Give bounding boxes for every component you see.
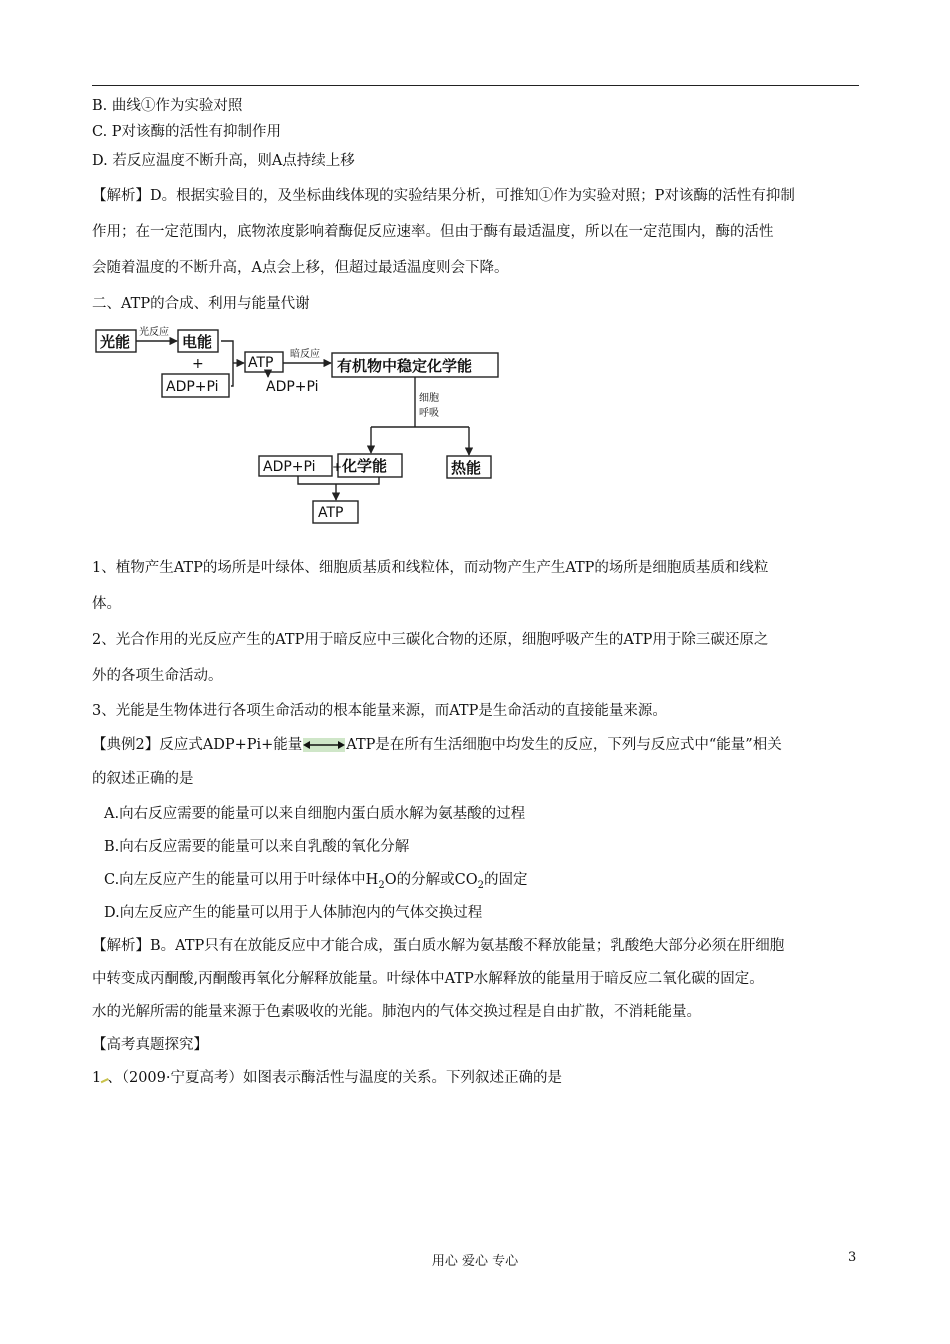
example-2-option-d: D.向左反应产生的能量可以用于人体肺泡内的气体交换过程 [104,905,483,921]
example-2-option-c: C.向左反应产生的能量可以用于叶绿体中$H_2O$的分解或$CO_2$的固定 [104,872,528,891]
example-2-stem-line-2: 的叙述正确的是 [92,771,194,787]
page-footer: 用心 爱心 专心 [431,1254,519,1269]
example-2-option-b: B.向右反应需要的能量可以来自乳酸的氧化分解 [104,839,410,855]
label-dianneng: 电能 [182,333,213,351]
question-1: 1 、（2009·宁夏高考）如图表示酶活性与温度的关系。下列叙述正确的是 [92,1070,562,1086]
label-reneng: 热能 [451,459,482,477]
label-atp: ATP [248,355,274,371]
option-d: D. 若反应温度不断升高，则A点持续上移 [92,153,355,169]
example-2-stem [92,735,782,755]
label-plus-2: + [332,460,343,474]
gaokao-section-title: 【高考真题探究】 [92,1037,208,1053]
label-adp-pi-2: ADP+Pi [266,379,319,395]
analysis-1-line-1: 【解析】D。根据实验目的，及坐标曲线体现的实验结果分析，可推知①作为实验对照；P对该酶的活性有抑制 [92,188,795,204]
analysis-1-line-2: 作用；在一定范围内，底物浓度影响着酶促反应速率。但由于酶有最适温度，所以在一定范围内，酶的活性 [92,224,774,240]
analysis-1-line-3: 会随着温度的不断升高，A点会上移，但超过最适温度则会下降。 [92,260,509,276]
label-guangfanying: 光反应 [139,327,169,338]
point-3: 3、光能是生物体进行各项生命活动的根本能量来源，而ATP是生命活动的直接能量来源。 [92,703,667,719]
label-adp-pi-3: ADP+Pi [263,459,316,475]
label-adp-pi: ADP+Pi [166,379,219,395]
label-huaxueneng: 化学能 [342,457,388,475]
example-2-stem-pre: 【典例2】反应式ADP+Pi+能量 [92,737,303,753]
label-anfanying: 暗反应 [290,349,320,360]
analysis-2-line-1: 【解析】B。ATP只有在放能反应中才能合成，蛋白质水解为氨基酸不释放能量；乳酸绝大部分必须在肝细胞 [92,938,785,954]
header-rule [92,85,859,86]
section-2-title: 二、ATP的合成、利用与能量代谢 [92,296,310,312]
point-2-line-2: 外的各项生命活动。 [92,668,223,684]
label-plus: + [192,356,204,372]
option-b: B. 曲线①作为实验对照 [92,98,243,114]
point-1-line-2: 体。 [92,596,121,612]
label-atp-2: ATP [318,505,344,521]
label-huxi: 呼吸 [419,408,439,419]
label-youjiwu: 有机物中稳定化学能 [337,357,473,375]
label-xibao: 细胞 [419,393,439,404]
analysis-2-line-2: 中转变成丙酮酸,丙酮酸再氧化分解释放能量。叶绿体中ATP水解释放的能量用于暗反应二氧化碳的固定。 [92,971,764,987]
example-2-stem-post: ATP是在所有生活细胞中均发生的反应，下列与反应式中“能量”相关 [346,737,782,753]
atp-energy-diagram [92,323,512,533]
option-c: C. P对该酶的活性有抑制作用 [92,124,282,140]
page-number: 3 [848,1250,857,1265]
point-2-line-1: 2、光合作用的光反应产生的ATP用于暗反应中三碳化合物的还原，细胞呼吸产生的ATP用于除三碳还原之 [92,632,769,648]
analysis-2-line-3: 水的光解所需的能量来源于色素吸收的光能。肺泡内的气体交换过程是自由扩散，不消耗能量。 [92,1004,701,1020]
point-1-line-1: 1、植物产生ATP的场所是叶绿体、细胞质基质和线粒体，而动物产生产生ATP的场所是细胞质基质和线粒 [92,560,769,576]
double-arrow-icon [303,738,345,752]
label-guangneng: 光能 [100,333,131,351]
example-2-option-a: A.向右反应需要的能量可以来自细胞内蛋白质水解为氨基酸的过程 [104,806,526,822]
